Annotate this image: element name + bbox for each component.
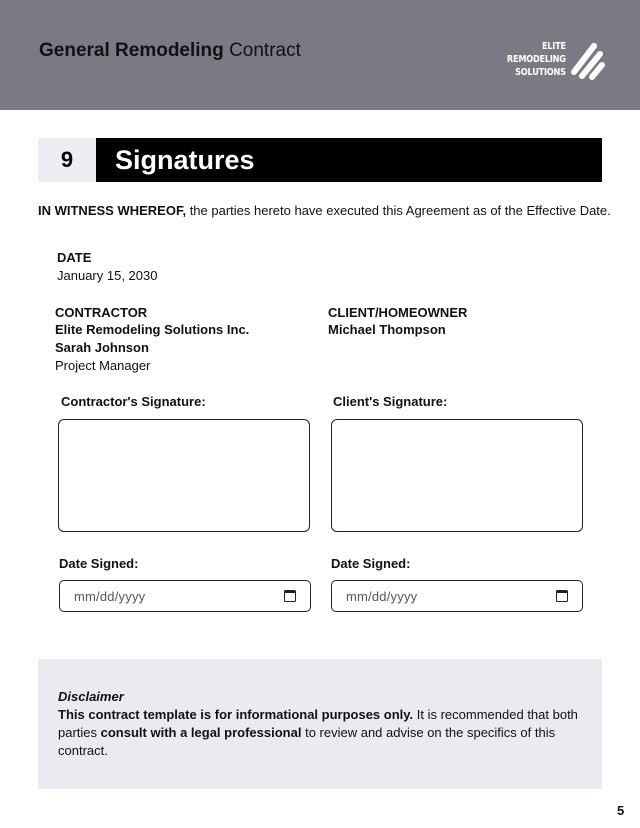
logo-line-2: REMODELING	[507, 54, 566, 65]
logo-line-1: ELITE	[542, 41, 566, 52]
section-number: 9	[38, 138, 96, 182]
contractor-name: Sarah Johnson	[55, 340, 149, 355]
witness-text: the parties hereto have executed this Agreement as of the Effective Date.	[189, 203, 611, 218]
document-title	[39, 40, 301, 62]
disclaimer-bold-1: This contract template is for informational purposes only.	[58, 707, 414, 722]
disclaimer-text-2: to review and advise on the specifics of this contract.	[58, 725, 556, 758]
contractor-date-input[interactable]	[59, 580, 311, 612]
disclaimer-body	[58, 706, 583, 760]
document-title-rest: Contract	[229, 40, 301, 61]
company-logo	[507, 40, 606, 82]
date-value: January 15, 2030	[57, 268, 158, 283]
logo-text	[507, 40, 566, 79]
page-header	[0, 0, 640, 110]
logo-line-3: SOLUTIONS	[515, 67, 566, 78]
disclaimer-box	[38, 659, 602, 789]
client-date-input[interactable]	[331, 580, 583, 612]
witness-statement	[38, 203, 618, 218]
section-heading	[38, 138, 602, 182]
witness-bold: IN WITNESS WHEREOF,	[38, 203, 187, 218]
contractor-date-placeholder: mm/dd/yyyy	[74, 589, 146, 604]
client-signature-field[interactable]	[331, 419, 583, 532]
disclaimer-text-1: It is recommended that both parties	[58, 707, 578, 740]
document-title-bold: General Remodeling	[39, 40, 224, 61]
contractor-signature-field[interactable]	[58, 419, 310, 532]
contractor-date-signed-label: Date Signed:	[59, 556, 139, 571]
contractor-label: CONTRACTOR	[55, 305, 148, 320]
client-label: CLIENT/HOMEOWNER	[328, 305, 468, 320]
page-number: 5	[617, 803, 625, 818]
calendar-icon[interactable]	[556, 590, 568, 602]
client-name: Michael Thompson	[328, 322, 446, 337]
client-signature-label: Client's Signature:	[333, 394, 448, 409]
contractor-signature-label: Contractor's Signature:	[61, 394, 206, 409]
contractor-company: Elite Remodeling Solutions Inc.	[55, 322, 250, 337]
disclaimer-title: Disclaimer	[58, 689, 124, 704]
client-date-signed-label: Date Signed:	[331, 556, 411, 571]
disclaimer-bold-2: consult with a legal professional	[100, 725, 302, 740]
contractor-role: Project Manager	[55, 358, 151, 373]
section-title: Signatures	[115, 145, 255, 175]
calendar-icon[interactable]	[284, 590, 296, 602]
logo-stripes-icon	[568, 40, 606, 80]
date-label: DATE	[57, 250, 92, 265]
client-date-placeholder: mm/dd/yyyy	[346, 589, 418, 604]
